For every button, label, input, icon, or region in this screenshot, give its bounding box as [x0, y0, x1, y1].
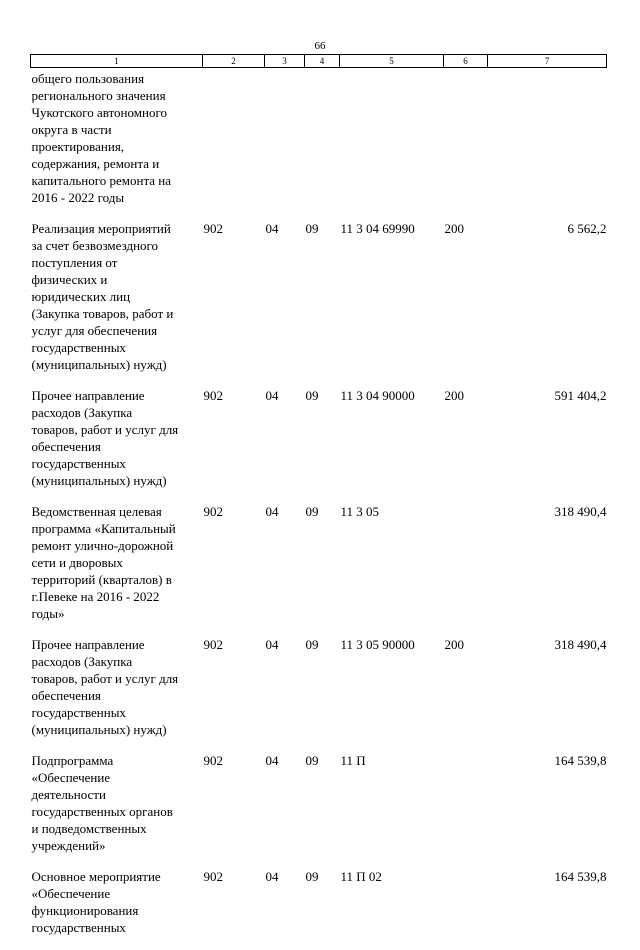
item-name: Ведомственная целевая программа «Капитальный ремонт улично-дорожной сети и дворовых территорий (кварталов) в г.Певеке на 2016 - 2022 годы»	[31, 504, 176, 621]
column-header: 2	[203, 55, 265, 68]
amount	[488, 68, 607, 221]
subsection-code	[305, 68, 340, 221]
expense-type-code	[444, 68, 488, 221]
table-row	[31, 636, 607, 752]
target-article-code: 11 3 04 69990	[340, 221, 415, 236]
ministry-code: 902	[203, 869, 223, 884]
section-code: 04	[265, 869, 279, 884]
expense-type-code	[444, 868, 488, 950]
target-article-code: 11 3 04 90000	[340, 388, 415, 403]
section-code: 04	[265, 753, 279, 768]
page-number: 66	[314, 40, 326, 52]
section-code: 04	[265, 221, 279, 236]
target-article-code: 11 П 02	[340, 869, 382, 884]
ministry-code: 902	[203, 221, 223, 236]
subsection-code: 09	[305, 221, 319, 236]
amount: 164 539,8	[554, 869, 607, 884]
expense-type-code: 200	[444, 637, 464, 652]
table-row	[31, 752, 607, 868]
section-code	[265, 68, 305, 221]
table-row	[31, 68, 607, 221]
item-name: Прочее направление расходов (Закупка товаров, работ и услуг для обеспечения государственных (муниципальных) нужд)	[31, 388, 179, 488]
target-article-code: 11 3 05	[340, 504, 380, 519]
amount: 164 539,8	[554, 753, 607, 768]
item-name: Прочее направление расходов (Закупка товаров, работ и услуг для обеспечения государственных (муниципальных) нужд)	[31, 637, 179, 737]
ministry-code: 902	[203, 504, 223, 519]
amount: 318 490,4	[554, 637, 607, 652]
item-name: общего пользования регионального значения Чукотского автономного округа в части проектирования, содержания, ремонта и капитального ремонта на 2016 - 2022 годы	[31, 71, 172, 205]
subsection-code: 09	[305, 869, 319, 884]
table-row	[31, 387, 607, 503]
target-article-code: 11 3 05 90000	[340, 637, 415, 652]
target-article-code	[340, 68, 444, 221]
amount: 591 404,2	[554, 388, 607, 403]
ministry-code: 902	[203, 753, 223, 768]
column-header: 7	[488, 55, 607, 68]
amount: 6 562,2	[567, 221, 607, 236]
table-row	[31, 868, 607, 950]
subsection-code: 09	[305, 753, 319, 768]
expense-type-code	[444, 503, 488, 636]
budget-table	[30, 54, 607, 950]
ministry-code: 902	[203, 388, 223, 403]
section-code: 04	[265, 637, 279, 652]
ministry-code	[203, 68, 265, 221]
item-name: Подпрограмма «Обеспечение деятельности государственных органов и подведомственных учреждений»	[31, 753, 173, 853]
section-code: 04	[265, 388, 279, 403]
column-header: 5	[340, 55, 444, 68]
section-code: 04	[265, 504, 279, 519]
ministry-code: 902	[203, 637, 223, 652]
item-name: Реализация мероприятий за счет безвозмездного поступления от физических и юридических лиц (Закупка товаров, работ и услуг для обеспечения государственных (муниципальных) нужд)	[31, 221, 174, 372]
subsection-code: 09	[305, 388, 319, 403]
subsection-code: 09	[305, 504, 319, 519]
expense-type-code: 200	[444, 221, 464, 236]
column-header: 4	[305, 55, 340, 68]
subsection-code: 09	[305, 637, 319, 652]
table-row	[31, 220, 607, 387]
header-row	[31, 55, 607, 68]
table-row	[31, 503, 607, 636]
item-name: Основное мероприятие «Обеспечение функционирования государственных	[31, 869, 161, 935]
expense-type-code	[444, 752, 488, 868]
expense-type-code: 200	[444, 388, 464, 403]
column-header: 1	[31, 55, 203, 68]
column-header: 6	[444, 55, 488, 68]
column-header: 3	[265, 55, 305, 68]
target-article-code: 11 П	[340, 753, 366, 768]
amount: 318 490,4	[554, 504, 607, 519]
